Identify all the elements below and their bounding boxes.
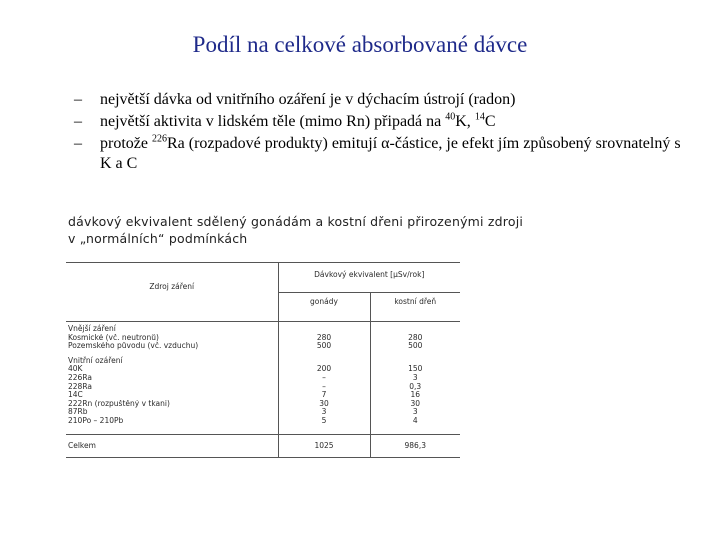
isotope-mass-number: 40 bbox=[445, 111, 456, 123]
row-label: 228Ra bbox=[68, 382, 92, 391]
row-gonads: – bbox=[278, 374, 370, 383]
row-label: 210Po – 210Pb bbox=[68, 416, 124, 425]
table-row bbox=[66, 342, 460, 351]
row-marrow: 16 bbox=[370, 391, 460, 400]
row-gonads: 200 bbox=[278, 365, 370, 374]
bullet-dash: – bbox=[74, 113, 82, 130]
total-marrow: 986,3 bbox=[370, 434, 460, 457]
table-row bbox=[66, 417, 460, 434]
table-row bbox=[66, 408, 460, 417]
row-label: 87Rb bbox=[68, 408, 88, 417]
row-label: Pozemského původu (vč. vzduchu) bbox=[68, 342, 199, 351]
row-gonads: 5 bbox=[278, 417, 370, 434]
bullet-text: největší dávka od vnitřního ozáření je v dýchacím ústrojí (radon) bbox=[100, 91, 516, 108]
bullet-text: největší aktivita v lidském těle (mimo Rn) připadá na bbox=[100, 113, 446, 130]
total-gonads: 1025 bbox=[278, 434, 370, 457]
bullet-text: C bbox=[484, 113, 496, 130]
row-marrow: 3 bbox=[370, 374, 460, 383]
bullet-text: protože bbox=[100, 135, 152, 152]
isotope-mass-number: 14 bbox=[474, 111, 485, 123]
bullet-item bbox=[74, 134, 694, 174]
table-row bbox=[66, 400, 460, 409]
table-row bbox=[66, 374, 460, 383]
row-marrow: 500 bbox=[370, 342, 460, 351]
bullet-list bbox=[74, 90, 694, 176]
header-gonads: gonády bbox=[278, 293, 370, 322]
bullet-item bbox=[74, 90, 694, 110]
dose-table-scan bbox=[66, 262, 460, 492]
header-dose-group: Dávkový ekvivalent [µSv/rok] bbox=[278, 263, 460, 293]
table-row bbox=[66, 383, 460, 392]
caption-line: v „normálních“ podmínkách bbox=[68, 231, 248, 246]
bullet-text: Ra (rozpadové produkty) emitují α-částice, je efekt jím způsobený srovnatelný s K a C bbox=[100, 135, 681, 172]
row-gonads: 7 bbox=[278, 391, 370, 400]
bullet-item bbox=[74, 112, 694, 132]
row-marrow: 4 bbox=[370, 417, 460, 434]
slide-title: Podíl na celkové absorbované dávce bbox=[192, 32, 528, 57]
row-label: Kosmické (vč. neutronů) bbox=[68, 333, 159, 342]
table-row bbox=[66, 322, 460, 334]
row-gonads: 3 bbox=[278, 408, 370, 417]
row-marrow: 30 bbox=[370, 400, 460, 409]
header-source: Zdroj záření bbox=[66, 263, 278, 322]
row-marrow: 3 bbox=[370, 408, 460, 417]
row-label: 14C bbox=[68, 391, 83, 400]
caption-line: dávkový ekvivalent sdělený gonádám a kostní dřeni přirozenými zdroji bbox=[68, 214, 524, 229]
bullet-dash: – bbox=[74, 91, 82, 108]
table-row bbox=[66, 391, 460, 400]
bullet-dash: – bbox=[74, 135, 82, 152]
row-gonads: 30 bbox=[278, 400, 370, 409]
table-row bbox=[66, 351, 460, 366]
table-header-row bbox=[66, 263, 460, 293]
total-label: Celkem bbox=[66, 434, 278, 457]
table-row bbox=[66, 365, 460, 374]
isotope-mass-number: 226 bbox=[151, 133, 167, 145]
table-row bbox=[66, 334, 460, 343]
row-marrow: 0,3 bbox=[370, 383, 460, 392]
bullet-text: K, bbox=[455, 113, 475, 130]
row-gonads: 500 bbox=[278, 342, 370, 351]
row-marrow: 150 bbox=[370, 365, 460, 374]
section-heading-external: Vnější záření bbox=[68, 324, 116, 333]
row-gonads: – bbox=[278, 383, 370, 392]
row-label: 226Ra bbox=[68, 373, 92, 382]
table-caption bbox=[68, 213, 548, 247]
row-marrow: 280 bbox=[370, 334, 460, 343]
row-label: 40K bbox=[68, 365, 83, 374]
row-label: 222Rn (rozpuštěný v tkani) bbox=[68, 399, 170, 408]
dose-table bbox=[66, 262, 460, 458]
row-gonads: 280 bbox=[278, 334, 370, 343]
section-heading-internal: Vnitřní ozáření bbox=[68, 355, 123, 365]
table-total-row bbox=[66, 434, 460, 457]
header-marrow: kostní dřeň bbox=[370, 293, 460, 322]
